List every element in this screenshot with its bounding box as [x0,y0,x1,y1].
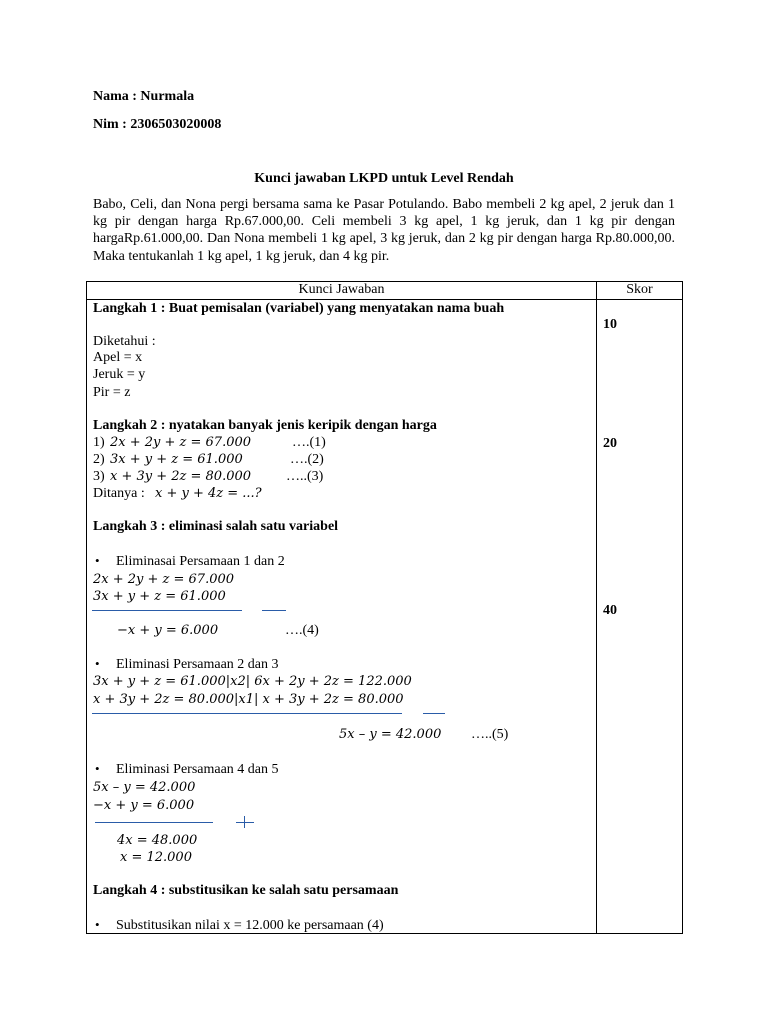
bullet-icon: • [95,917,100,932]
elimination-2-line2: x + 3y + 2z = 80.000|x1| x + 3y + 2z = 80.000 [93,692,404,707]
bullet-icon: • [95,761,100,776]
variable-pir: Pir = z [93,385,131,400]
step3-heading: Langkah 3 : eliminasi salah satu variabel [93,519,339,534]
student-nim: Nim : 2306503020008 [93,117,222,132]
step4-item: Substitusikan nilai x = 12.000 ke persamaan (4) [116,918,384,933]
equation-1-ref: ….(1) [292,435,326,450]
elimination-2-result: 5x – y = 42.000 [339,727,442,742]
document-title: Kunci jawaban LKPD untuk Level Rendah [254,171,514,186]
minus-sign-icon [423,713,445,714]
score-step3: 40 [603,603,617,618]
elimination-1-line1: 2x + 2y + z = 67.000 [93,572,235,587]
asked-expression: x + y + 4z = ...? [155,486,262,501]
elimination-2-line1: 3x + y + z = 61.000|x2| 6x + 2y + 2z = 122.000 [93,674,412,689]
equation-2-number: 2) [93,452,105,467]
student-name: Nama : Nurmala [93,89,195,104]
elimination-2-title: Eliminasi Persamaan 2 dan 3 [116,657,279,672]
score-step2: 20 [603,436,617,451]
equation-2: 3x + y + z = 61.000 [110,452,243,467]
score-step1: 10 [603,317,617,332]
column-header-answer: Kunci Jawaban [87,282,597,300]
problem-statement: Babo, Celi, dan Nona pergi bersama sama ke Pasar Potulando. Babo membeli 2 kg apel, 2 jeruk dan 1 kg pir dengan harga Rp.67.000,00. Celi membeli 3 kg apel, 1 kg jeruk, dan 1 kg pir dengan hargaRp.61.000,00. Dan Nona membeli 1 kg apel, 3 kg jeruk, dan 2 kg pir dengan harga Rp.80.000,00. Maka tentukanlah 1 kg apel, 1 kg jeruk, dan 4 kg pir. [93,197,675,264]
column-header-score: Skor [597,282,683,300]
elimination-3-line1: 5x – y = 42.000 [93,780,196,795]
elimination-1-line2: 3x + y + z = 61.000 [93,589,226,604]
elimination-1-result: −x + y = 6.000 [117,623,219,638]
elimination-3-result1: 4x = 48.000 [117,833,198,848]
elimination-2-ref: …..(5) [471,727,509,742]
equation-3-ref: …..(3) [286,469,324,484]
elimination-1-ref: ….(4) [285,623,319,638]
elimination-3-result2: x = 12.000 [120,850,192,865]
equation-3: x + 3y + 2z = 80.000 [110,469,252,484]
elimination-3-line2: −x + y = 6.000 [93,798,195,813]
step4-heading: Langkah 4 : substitusikan ke salah satu persamaan [93,883,399,898]
bullet-icon: • [95,553,100,568]
elimination-3-rule [95,822,213,823]
bullet-icon: • [95,656,100,671]
equation-1-number: 1) [93,435,105,450]
plus-sign-icon [244,816,245,828]
step2-heading: Langkah 2 : nyatakan banyak jenis keripik dengan harga [93,418,437,433]
variable-apel: Apel = x [93,350,143,365]
elimination-1-title: Eliminasai Persamaan 1 dan 2 [116,554,285,569]
elimination-2-rule [92,713,402,714]
step1-heading: Langkah 1 : Buat pemisalan (variabel) yang menyatakan nama buah [93,301,505,316]
equation-1: 2x + 2y + z = 67.000 [110,435,252,450]
variable-jeruk: Jeruk = y [93,367,146,382]
asked-label: Ditanya : [93,486,145,501]
minus-sign-icon [262,610,286,611]
elimination-3-title: Eliminasi Persamaan 4 dan 5 [116,762,279,777]
equation-2-ref: ….(2) [290,452,324,467]
known-label: Diketahui : [93,334,156,349]
elimination-1-rule [92,610,242,611]
plus-sign-icon [236,822,254,823]
equation-3-number: 3) [93,469,105,484]
